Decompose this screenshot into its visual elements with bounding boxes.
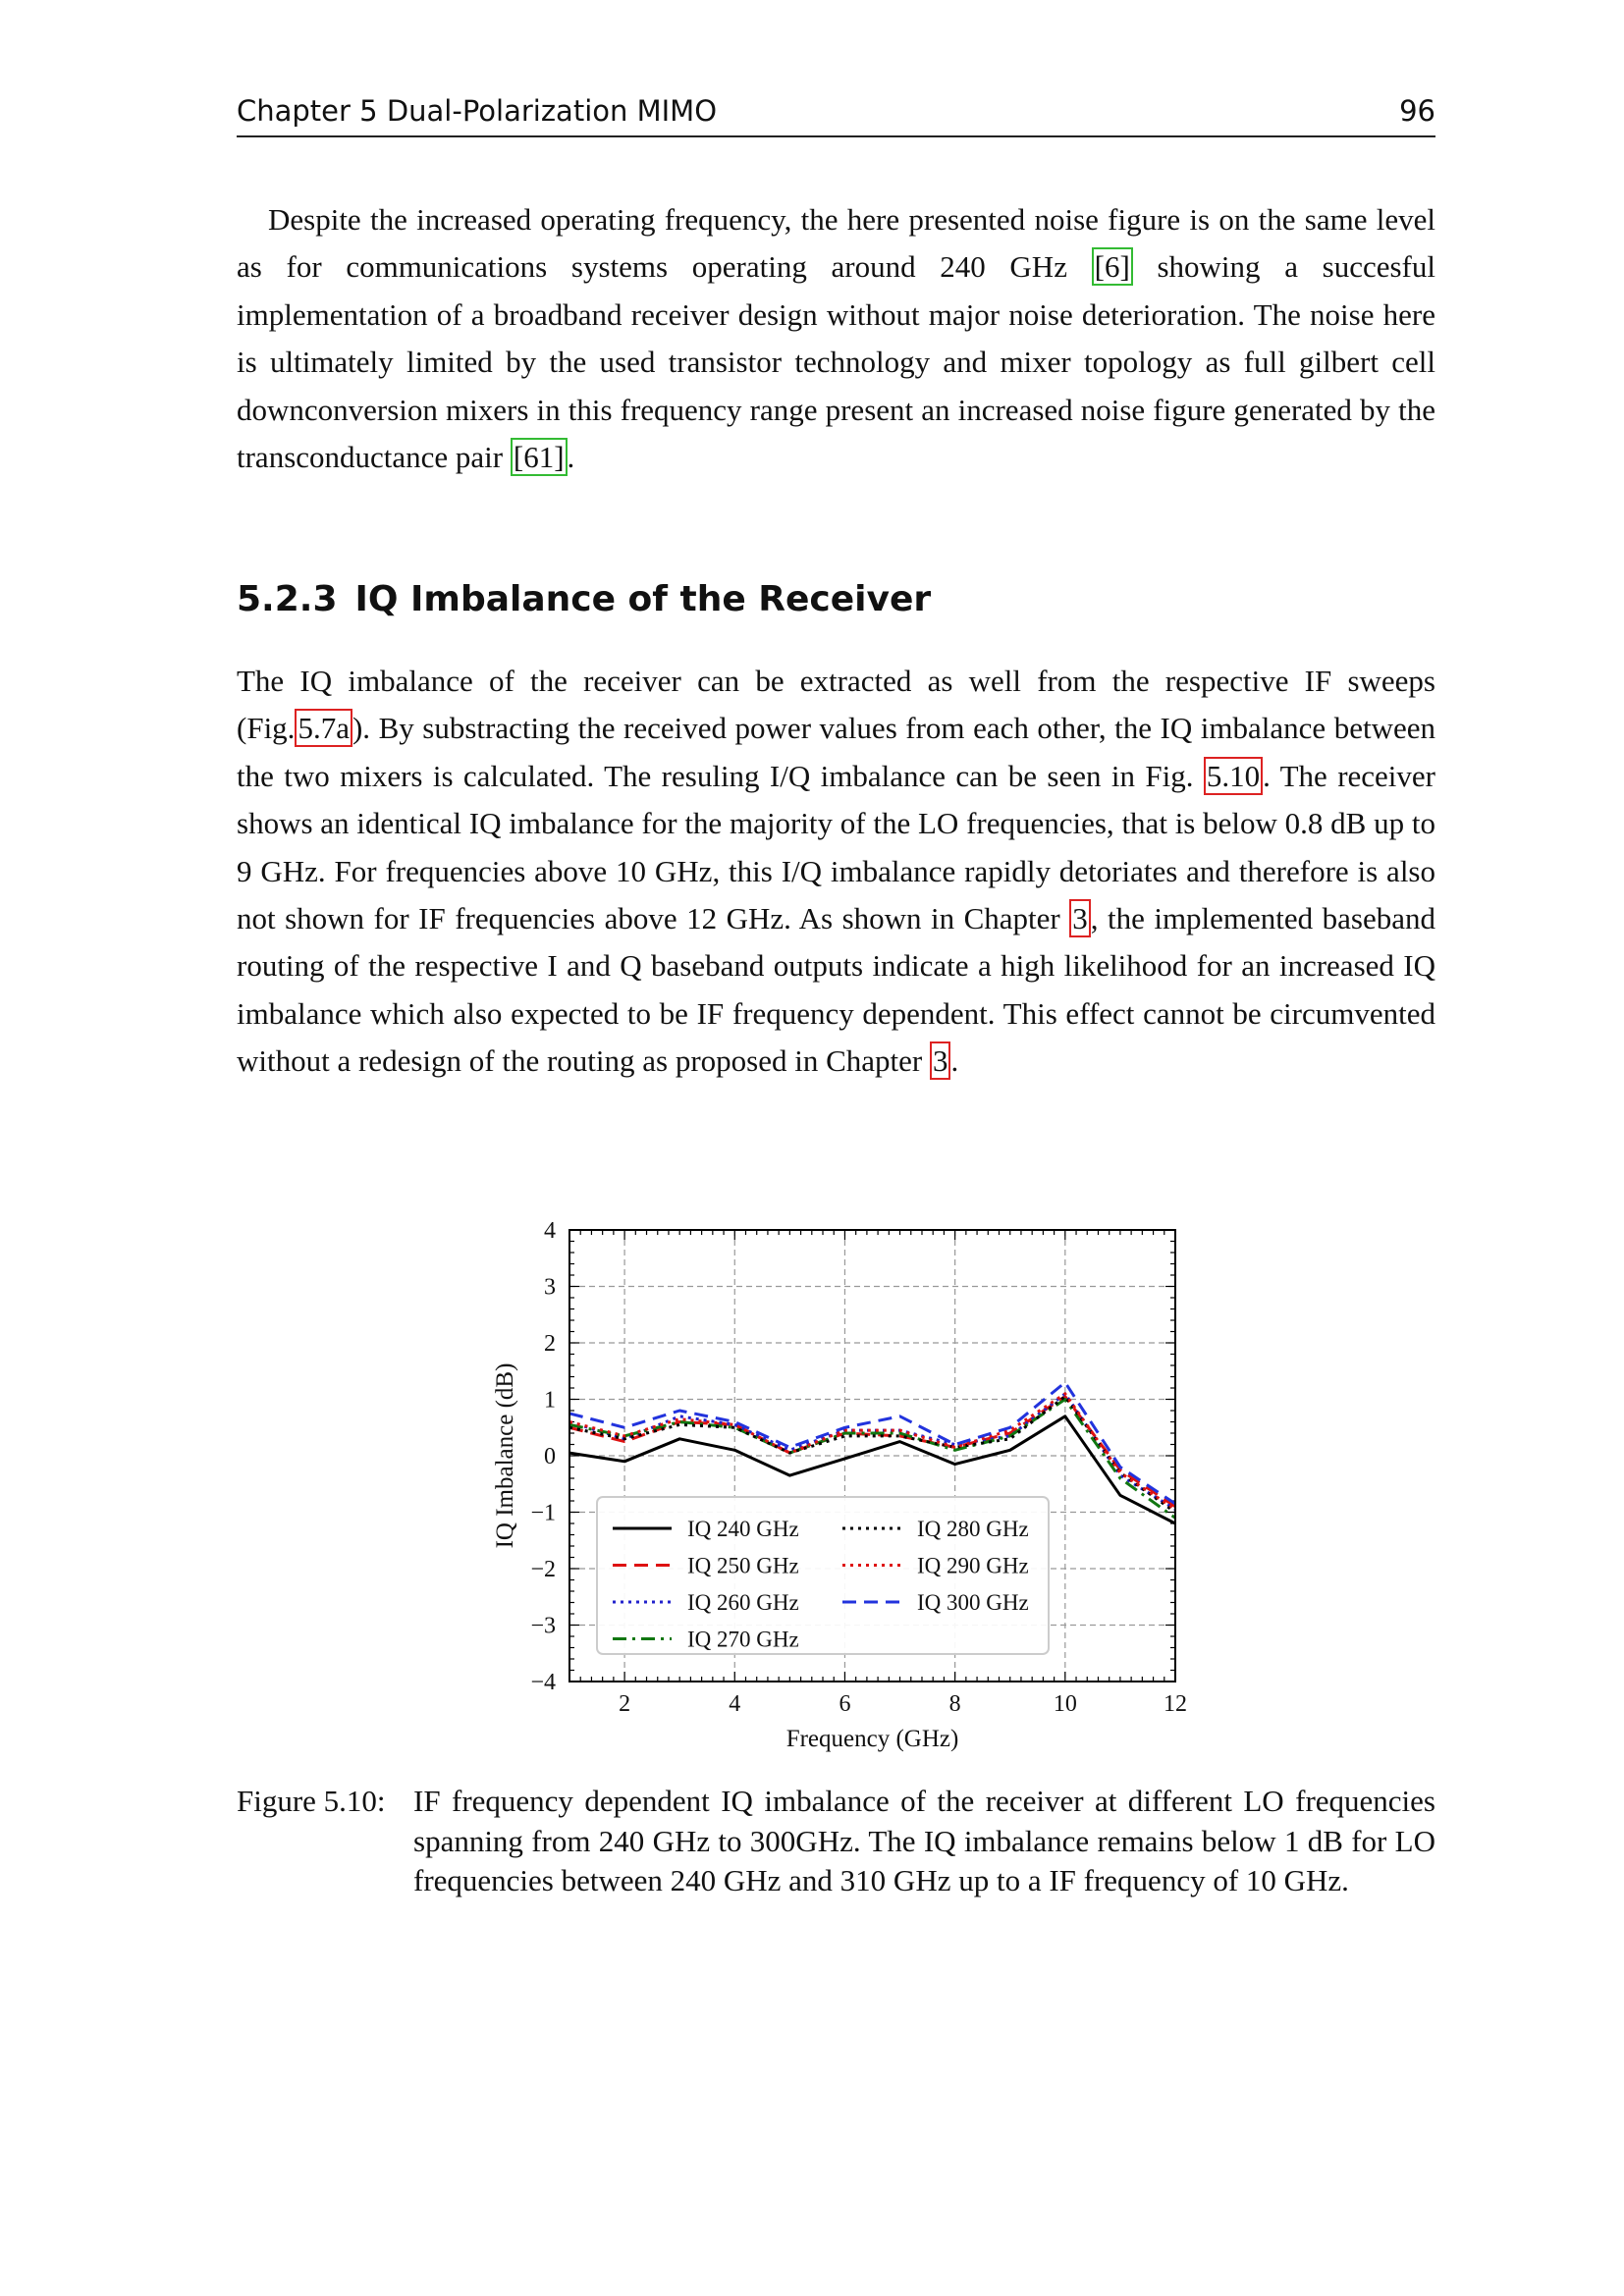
legend-label: IQ 300 GHz bbox=[917, 1590, 1029, 1615]
section-heading bbox=[237, 579, 931, 619]
legend-label: IQ 260 GHz bbox=[687, 1590, 799, 1615]
y-tick-label: 3 bbox=[544, 1274, 556, 1301]
x-tick-label: 2 bbox=[619, 1691, 631, 1717]
x-tick-label: 8 bbox=[948, 1691, 961, 1717]
y-tick-label: 1 bbox=[544, 1387, 556, 1414]
iq-imbalance-chart bbox=[471, 1202, 1218, 1772]
section-title: IQ Imbalance of the Receiver bbox=[354, 579, 932, 619]
figure-5-10 bbox=[471, 1202, 1218, 1772]
legend-label: IQ 270 GHz bbox=[687, 1627, 799, 1652]
legend-label: IQ 290 GHz bbox=[917, 1553, 1029, 1578]
y-tick-label: −3 bbox=[530, 1613, 556, 1639]
x-tick-label: 10 bbox=[1053, 1691, 1077, 1717]
chapter-ref-link[interactable]: 3 bbox=[930, 1041, 951, 1080]
paragraph-noise-figure: Despite the increased operating frequency, the here presented noise figure is on the same level as for communications systems operating around 240 GHz [6] showing a succesful implementation of a broadband receiver design without major noise deterioration. The noise here is ultimately limited by the used transistor technology and mixer topology as full gilbert cell downconversion mixers in this frequency range present an increased noise figure generated by the transconductance pair [61]. bbox=[237, 202, 1435, 475]
paragraph-iq-imbalance: The IQ imbalance of the receiver can be extracted as well from the respective IF sweeps (Fig.5.7a). By substracting the received power values from each other, the IQ imbalance between the two mixers is calculated. The resuling I/Q imbalance can be seen in Fig. 5.10. The receiver shows an identical IQ imbalance for the majority of the LO frequencies, that is below 0.8 dB up to 9 GHz. For frequencies above 10 GHz, this I/Q imbalance rapidly detoriates and therefore is also not shown for IF frequencies above 12 GHz. As shown in Chapter 3, the implemented baseband routing of the respective I and Q baseband outputs indicate a high likelihood for an increased IQ imbalance which also expected to be IF frequency dependent. This effect cannot be circumvented without a redesign of the routing as proposed in Chapter 3. bbox=[237, 664, 1436, 1079]
running-title: Chapter 5 Dual-Polarization MIMO bbox=[237, 94, 718, 128]
legend-label: IQ 240 GHz bbox=[687, 1517, 799, 1541]
x-tick-label: 12 bbox=[1164, 1691, 1187, 1717]
x-tick-label: 6 bbox=[839, 1691, 851, 1717]
section-number: 5.2.3 bbox=[237, 579, 338, 619]
caption-text: IF frequency dependent IQ imbalance of the receiver at different LO frequencies spanning from 240 GHz to 300GHz. The IQ imbalance remains below 1 dB for LO frequencies between 240 GHz and 310 GHz up to a IF frequency of 10 GHz. bbox=[413, 1784, 1435, 1897]
x-tick-label: 4 bbox=[729, 1691, 741, 1717]
y-tick-label: −1 bbox=[530, 1500, 556, 1526]
legend-label: IQ 280 GHz bbox=[917, 1517, 1029, 1541]
page-header bbox=[237, 92, 1435, 137]
y-tick-label: 4 bbox=[544, 1218, 556, 1244]
y-tick-label: −4 bbox=[530, 1670, 556, 1695]
y-tick-label: −2 bbox=[530, 1557, 556, 1582]
citation-link[interactable]: [6] bbox=[1092, 247, 1133, 286]
figure-ref-link[interactable]: 5.7a bbox=[295, 709, 352, 747]
chapter-ref-link[interactable]: 3 bbox=[1069, 899, 1091, 937]
x-axis-label: Frequency (GHz) bbox=[785, 1726, 959, 1752]
caption-label: Figure 5.10: bbox=[237, 1784, 386, 1818]
y-tick-label: 0 bbox=[544, 1444, 556, 1469]
legend-label: IQ 250 GHz bbox=[687, 1553, 799, 1578]
figure-ref-link[interactable]: 5.10 bbox=[1204, 757, 1263, 795]
y-tick-label: 2 bbox=[544, 1331, 556, 1357]
page-number: 96 bbox=[1399, 94, 1435, 128]
y-axis-label: IQ Imbalance (dB) bbox=[492, 1362, 518, 1549]
citation-link[interactable]: [61] bbox=[511, 438, 568, 476]
